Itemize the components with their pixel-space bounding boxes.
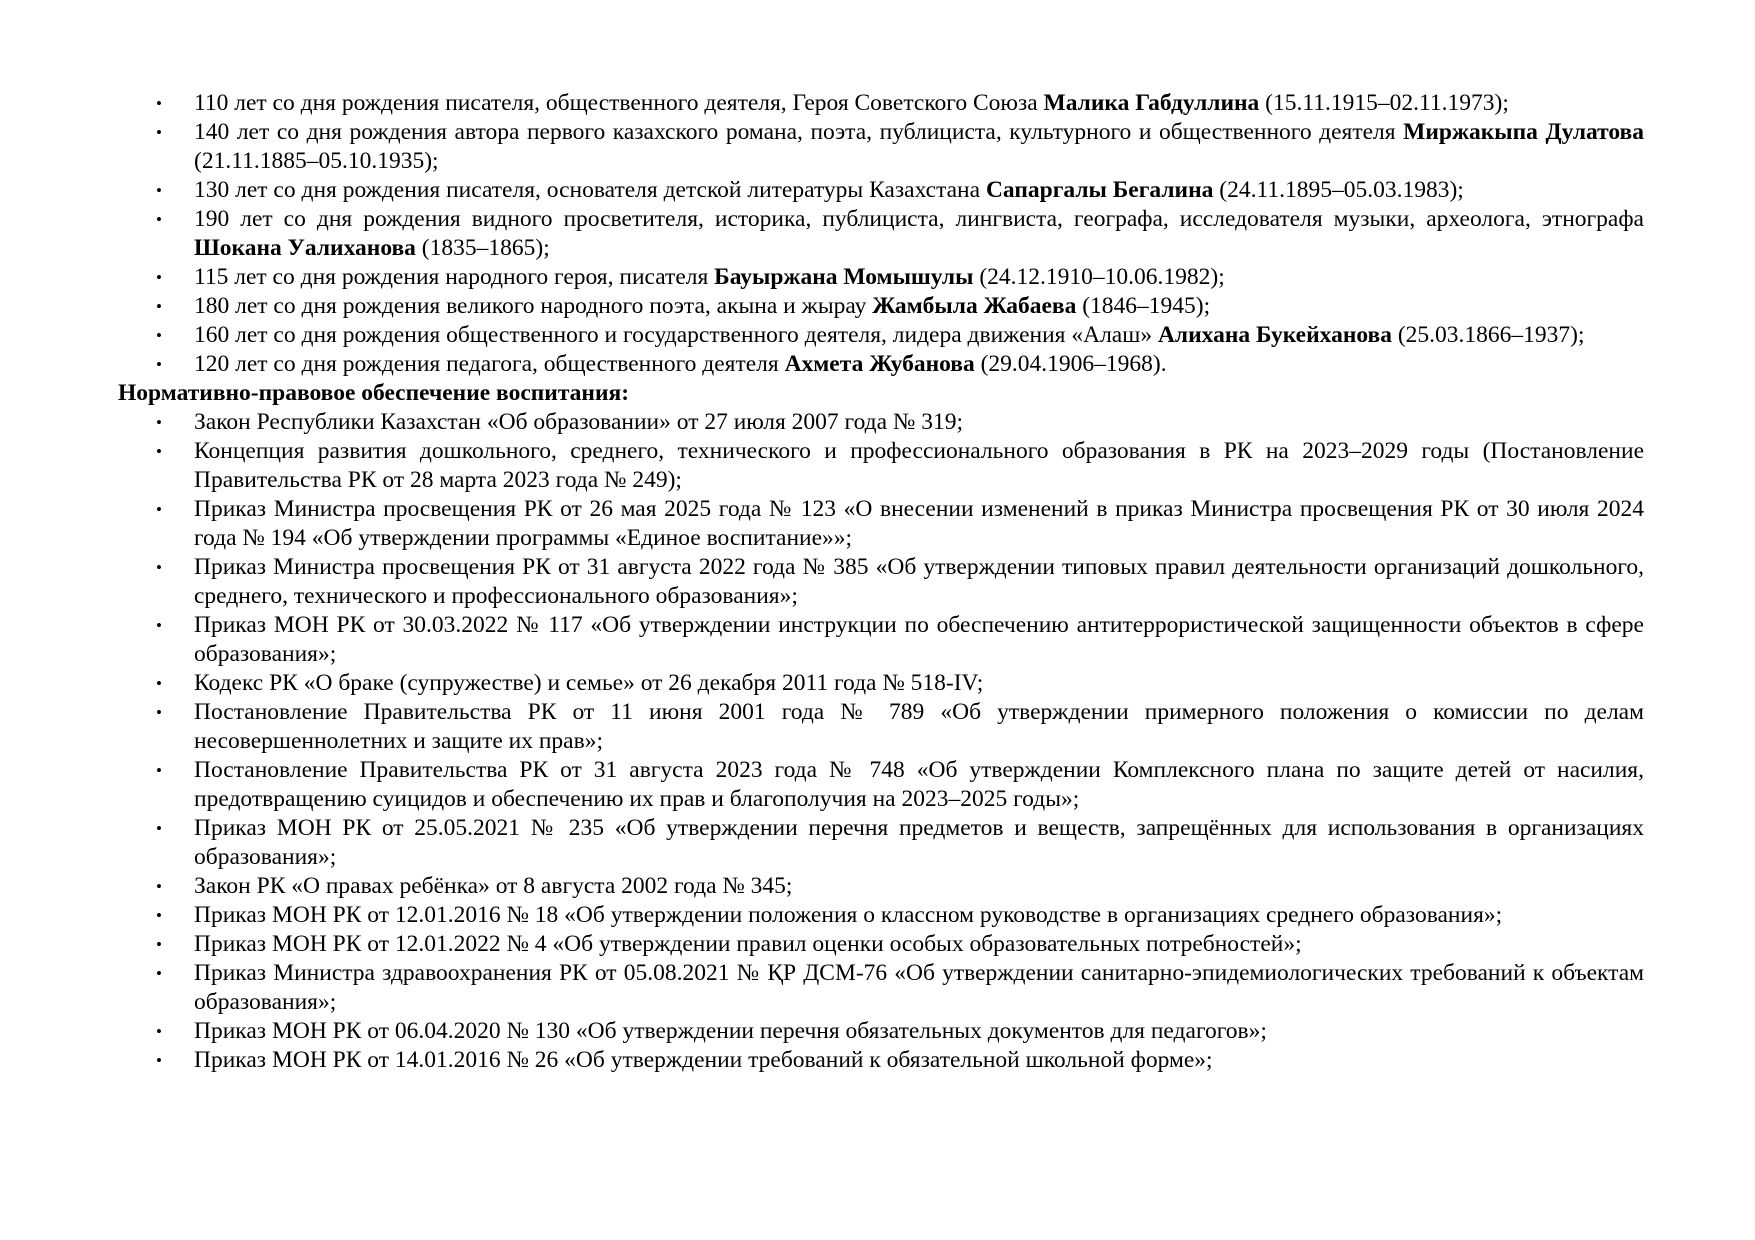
- item-text: 110 лет со дня рождения писателя, общественного деятеля, Героя Советского Союза: [194, 90, 1044, 116]
- bullet-icon: •: [156, 326, 162, 345]
- item-text: Приказ Министра просвещения РК от 31 августа 2022 года № 385 «Об утверждении типовых правил деятельности организаций дошкольного, среднего, технического и профессионального образования»;: [194, 554, 1644, 609]
- list-item: [118, 669, 1644, 698]
- item-text: 180 лет со дня рождения великого народного поэта, акына и жырау: [194, 293, 873, 319]
- item-text: 120 лет со дня рождения педагога, общественного деятеля: [194, 351, 785, 377]
- list-item: [118, 292, 1644, 321]
- list-item: [118, 205, 1644, 263]
- bullet-icon: •: [156, 500, 162, 519]
- item-text: 115 лет со дня рождения народного героя, писателя: [194, 264, 715, 290]
- section-heading: Нормативно-правовое обеспечение воспитания:: [118, 380, 630, 406]
- item-dates: (21.11.1885–05.10.1935);: [194, 148, 439, 174]
- bullet-icon: •: [156, 1051, 162, 1070]
- item-text: Приказ Министра здравоохранения РК от 05.08.2021 № ҚР ДСМ-76 «Об утверждении санитарно-эпидемиологических требований к объектам образования»;: [194, 960, 1644, 1015]
- bullet-icon: •: [156, 558, 162, 577]
- bullet-icon: •: [156, 1022, 162, 1041]
- item-text: Приказ МОН РК от 06.04.2020 № 130 «Об утверждении перечня обязательных документов для педагогов»;: [194, 1018, 1267, 1044]
- bullet-icon: •: [156, 616, 162, 635]
- list-item: [118, 872, 1644, 901]
- item-text: Кодекс РК «О браке (супружестве) и семье» от 26 декабря 2011 года № 518-IV;: [194, 670, 984, 696]
- list-item: [118, 176, 1644, 205]
- item-dates: (25.03.1866–1937);: [1391, 322, 1585, 348]
- list-item: [118, 263, 1644, 292]
- list-item: [118, 1017, 1644, 1046]
- bullet-icon: •: [156, 877, 162, 896]
- item-text: 190 лет со дня рождения видного просветителя, историка, публициста, лингвиста, географа, исследователя музыки, археолога, этнографа: [194, 206, 1644, 232]
- bullet-icon: •: [156, 268, 162, 287]
- item-text: Приказ МОН РК от 25.05.2021 № 235 «Об утверждении перечня предметов и веществ, запрещённых для использования в организациях образования»;: [194, 815, 1644, 870]
- bullet-icon: •: [156, 703, 162, 722]
- item-text: Постановление Правительства РК от 31 августа 2023 года № 748 «Об утверждении Комплексного плана по защите детей от насилия, предотвращению суицидов и обеспечению их прав и благополучия на 2023–2025 годы»;: [194, 757, 1644, 812]
- item-text: Закон Республики Казахстан «Об образовании» от 27 июля 2007 года № 319;: [194, 409, 964, 435]
- item-text: Приказ МОН РК от 14.01.2016 № 26 «Об утверждении требований к обязательной школьной форме»;: [194, 1047, 1213, 1073]
- list-item: [118, 930, 1644, 959]
- person-name: Бауыржана Момышулы: [714, 264, 974, 290]
- list-item: [118, 611, 1644, 669]
- list-item: [118, 814, 1644, 872]
- item-dates: (1846–1945);: [1076, 293, 1211, 319]
- bullet-icon: •: [156, 906, 162, 925]
- list-item: [118, 350, 1644, 379]
- bullet-icon: •: [156, 210, 162, 229]
- item-text: Приказ МОН РК от 12.01.2016 № 18 «Об утверждении положения о классном руководстве в организациях среднего образования»;: [194, 902, 1503, 928]
- list-item: [118, 959, 1644, 1017]
- item-dates: (29.04.1906–1968).: [974, 351, 1167, 377]
- item-dates: (24.11.1895–05.03.1983);: [1213, 177, 1464, 203]
- list-item: [118, 495, 1644, 553]
- item-text: Закон РК «О правах ребёнка» от 8 августа 2002 года № 345;: [194, 873, 793, 899]
- bullet-icon: •: [156, 355, 162, 374]
- item-text: 140 лет со дня рождения автора первого казахского романа, поэта, публициста, культурного и общественного деятеля: [194, 119, 1404, 145]
- item-text: Постановление Правительства РК от 11 июня 2001 года № 789 «Об утверждении примерного положения о комиссии по делам несовершеннолетних и защите их прав»;: [194, 699, 1644, 754]
- list-item: [118, 698, 1644, 756]
- bullet-icon: •: [156, 761, 162, 780]
- list-item: [118, 321, 1644, 350]
- person-name: Миржакыпа Дулатова: [1403, 119, 1644, 145]
- bullet-icon: •: [156, 123, 162, 142]
- item-text: 160 лет со дня рождения общественного и государственного деятеля, лидера движения «Алаш»: [194, 322, 1158, 348]
- list-item: [118, 901, 1644, 930]
- list-item: [118, 437, 1644, 495]
- item-dates: (1835–1865);: [415, 235, 550, 261]
- person-name: Ахмета Жубанова: [784, 351, 975, 377]
- document-body: [118, 89, 1644, 1075]
- person-name: Сапаргалы Бегалина: [985, 177, 1214, 203]
- list-item: [118, 408, 1644, 437]
- bullet-icon: •: [156, 935, 162, 954]
- item-text: 130 лет со дня рождения писателя, основателя детской литературы Казахстана: [194, 177, 986, 203]
- item-text: Приказ МОН РК от 30.03.2022 № 117 «Об утверждении инструкции по обеспечению антитеррористической защищенности объектов в сфере образования»;: [194, 612, 1644, 667]
- person-name: Алихана Букейханова: [1157, 322, 1392, 348]
- bullet-icon: •: [156, 94, 162, 113]
- list-item: [118, 118, 1644, 176]
- item-text: Концепция развития дошкольного, среднего, технического и профессионального образования в РК на 2023–2029 годы (Постановление Правительства РК от 28 марта 2023 года № 249);: [194, 438, 1644, 493]
- anniversaries-list: [118, 89, 1644, 379]
- legal-documents-list: [118, 408, 1644, 1075]
- list-item: [118, 756, 1644, 814]
- person-name: Жамбыла Жабаева: [872, 293, 1077, 319]
- bullet-icon: •: [156, 819, 162, 838]
- bullet-icon: •: [156, 181, 162, 200]
- list-item: [118, 89, 1644, 118]
- list-item: [118, 1046, 1644, 1075]
- person-name: Малика Габдуллина: [1043, 90, 1260, 116]
- person-name: Шокана Уалиханова: [194, 235, 416, 261]
- bullet-icon: •: [156, 442, 162, 461]
- item-text: Приказ Министра просвещения РК от 26 мая 2025 года № 123 «О внесении изменений в приказ Министра просвещения РК от 30 июля 2024 года № 194 «Об утверждении программы «Единое воспитание»»;: [194, 496, 1644, 551]
- bullet-icon: •: [156, 674, 162, 693]
- item-text: Приказ МОН РК от 12.01.2022 № 4 «Об утверждении правил оценки особых образовательных потребностей»;: [194, 931, 1302, 957]
- bullet-icon: •: [156, 413, 162, 432]
- item-dates: (15.11.1915–02.11.1973);: [1259, 90, 1509, 116]
- item-dates: (24.12.1910–10.06.1982);: [973, 264, 1225, 290]
- bullet-icon: •: [156, 964, 162, 983]
- list-item: [118, 553, 1644, 611]
- bullet-icon: •: [156, 297, 162, 316]
